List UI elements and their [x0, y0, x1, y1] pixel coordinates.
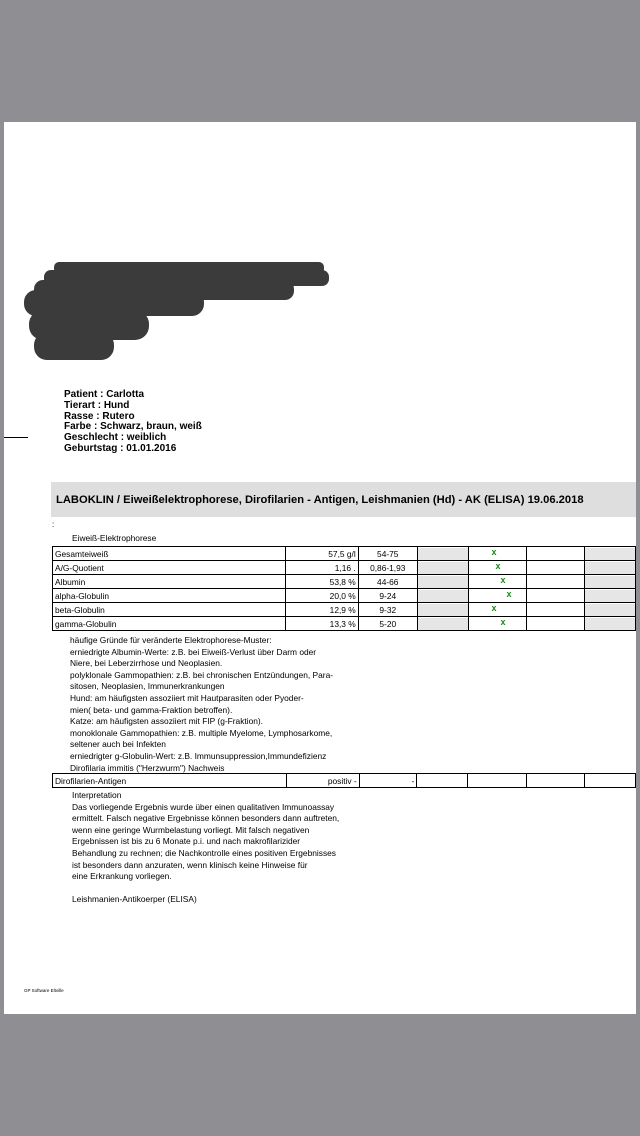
scale-normal-2 — [526, 547, 584, 561]
note-line: monoklonale Gammopathien: z.B. multiple Myelome, Lymphosarkome, — [70, 727, 333, 738]
scale-normal — [468, 575, 526, 589]
scale-normal-2 — [526, 774, 584, 788]
section-colon: : — [52, 520, 55, 529]
result-name: Gesamteiweiß — [53, 547, 286, 561]
result-name: alpha-Globulin — [53, 589, 286, 603]
table-row — [53, 589, 636, 603]
result-name: Albumin — [53, 575, 286, 589]
table-row — [53, 617, 636, 631]
note-line: mien( beta- und gamma-Fraktion betroffen). — [70, 704, 233, 715]
note-line: Niere, bei Leberzirrhose und Neoplasien. — [70, 658, 223, 669]
note-line: Hund: am häufigsten assoziiert mit Hautparasiten oder Pyoder- — [70, 692, 304, 703]
table-row — [53, 575, 636, 589]
table-row — [53, 547, 636, 561]
scale-low — [417, 603, 468, 617]
patient-color: Farbe : Schwarz, braun, weiß — [64, 421, 202, 433]
table-row — [53, 774, 636, 788]
interpretation-line: eine Erkrankung vorliegen. — [72, 871, 172, 882]
result-range: - — [359, 774, 417, 788]
result-range: 9-24 — [358, 589, 417, 603]
scale-normal — [468, 603, 526, 617]
software-footer: GP Software Eltville — [24, 988, 64, 993]
interpretation-line: ist besonders dann anzuraten, wenn klinisch keine Hinweise für — [72, 859, 308, 870]
table-row — [53, 561, 636, 575]
scale-normal — [468, 774, 526, 788]
interpretation-heading: Interpretation — [72, 790, 122, 800]
note-line: sitosen, Neoplasien, Immunerkrankungen — [70, 681, 225, 692]
result-value: 13,3 % — [285, 617, 358, 631]
redaction-block — [24, 262, 329, 362]
note-line: erniedrigte Albumin-Werte: z.B. bei Eiweiß-Verlust über Darm oder — [70, 646, 317, 657]
result-mark: x — [495, 561, 501, 571]
scale-normal-2 — [526, 603, 584, 617]
patient-breed: Rasse : Rutero — [64, 410, 135, 422]
note-line: polyklonale Gammopathien: z.B. bei chronischen Entzündungen, Para- — [70, 669, 334, 680]
scale-high — [585, 603, 636, 617]
result-value: 12,9 % — [285, 603, 358, 617]
result-name: gamma-Globulin — [53, 617, 286, 631]
interpretation-line: Das vorliegende Ergebnis wurde über einen qualitativen Immunoassay — [72, 801, 335, 812]
section-title: Eiweiß-Elektrophorese — [72, 533, 157, 543]
electrophoresis-notes — [70, 635, 333, 774]
result-value: 1,16 . — [285, 561, 358, 575]
margin-mark — [4, 437, 28, 438]
note-line: Katze: am häufigsten assoziiert mit FIP (g-Fraktion). — [70, 716, 264, 727]
result-mark: x — [500, 617, 506, 627]
result-value: 57,5 g/l — [285, 547, 358, 561]
result-mark: x — [500, 575, 506, 585]
leishmanien-label: Leishmanien-Antikoerper (ELISA) — [72, 894, 197, 904]
scale-normal-2 — [526, 589, 584, 603]
result-name: beta-Globulin — [53, 603, 286, 617]
scale-high — [585, 561, 636, 575]
scale-high — [585, 774, 636, 788]
result-mark: x — [491, 603, 497, 613]
scale-low — [417, 561, 468, 575]
scale-normal-2 — [526, 617, 584, 631]
result-name: A/G-Quotient — [53, 561, 286, 575]
result-value: 20,0 % — [285, 589, 358, 603]
scale-low — [417, 774, 468, 788]
result-range: 9-32 — [358, 603, 417, 617]
report-header — [51, 482, 636, 517]
report-title: LABOKLIN / Eiweißelektrophorese, Dirofilarien - Antigen, Leishmanien (Hd) - AK (ELISA) 19.06.2018 — [56, 494, 584, 506]
result-mark: x — [506, 589, 512, 599]
lab-report-page — [4, 122, 636, 1014]
scale-high — [585, 575, 636, 589]
note-line: häufige Gründe für veränderte Elektrophorese-Muster: — [70, 635, 272, 645]
scale-low — [417, 589, 468, 603]
patient-species: Tierart : Hund — [64, 399, 130, 411]
result-range: 54-75 — [358, 547, 417, 561]
dirofilarien-table — [52, 773, 636, 788]
interpretation-line: wenn eine geringe Wurmbelastung vorliegt. Mit falsch negativen — [72, 824, 310, 835]
scale-normal — [468, 547, 526, 561]
result-value: 53,8 % — [285, 575, 358, 589]
table-row — [53, 603, 636, 617]
interpretation-text — [72, 790, 339, 883]
note-line: erniedrigter g-Globulin-Wert: z.B. Immunsuppression,Immundefizienz — [70, 750, 327, 761]
interpretation-line: ermittelt. Falsch negative Ergebnisse können besonders dann auftreten, — [72, 813, 340, 824]
note-line: Dirofilaria immitis ("Herzwurm") Nachweis — [70, 762, 225, 773]
result-value: positiv - — [286, 774, 359, 788]
patient-sex: Geschlecht : weiblich — [64, 432, 167, 444]
result-range: 0,86-1,93 — [358, 561, 417, 575]
scale-high — [585, 589, 636, 603]
result-mark: x — [491, 547, 497, 557]
note-line: seltener auch bei Infekten — [70, 739, 166, 750]
scale-normal-2 — [526, 561, 584, 575]
scale-low — [417, 617, 468, 631]
scale-low — [417, 575, 468, 589]
electrophoresis-table — [52, 546, 636, 631]
interpretation-line: Ergebnissen ist bis zu 6 Monate p.i. und nach makrofilarizider — [72, 836, 301, 847]
scale-normal — [468, 561, 526, 575]
scale-high — [585, 547, 636, 561]
scale-normal-2 — [526, 575, 584, 589]
result-range: 44-66 — [358, 575, 417, 589]
result-name: Dirofilarien-Antigen — [53, 774, 287, 788]
result-range: 5-20 — [358, 617, 417, 631]
interpretation-line: Behandlung zu rechnen; die Nachkontrolle eines positiven Ergebnisses — [72, 847, 336, 858]
scale-normal — [468, 617, 526, 631]
patient-birthday: Geburtstag : 01.01.2016 — [64, 442, 177, 454]
scale-low — [417, 547, 468, 561]
scale-normal — [468, 589, 526, 603]
patient-name: Patient : Carlotta — [64, 389, 145, 400]
scale-high — [585, 617, 636, 631]
patient-info — [64, 390, 202, 455]
